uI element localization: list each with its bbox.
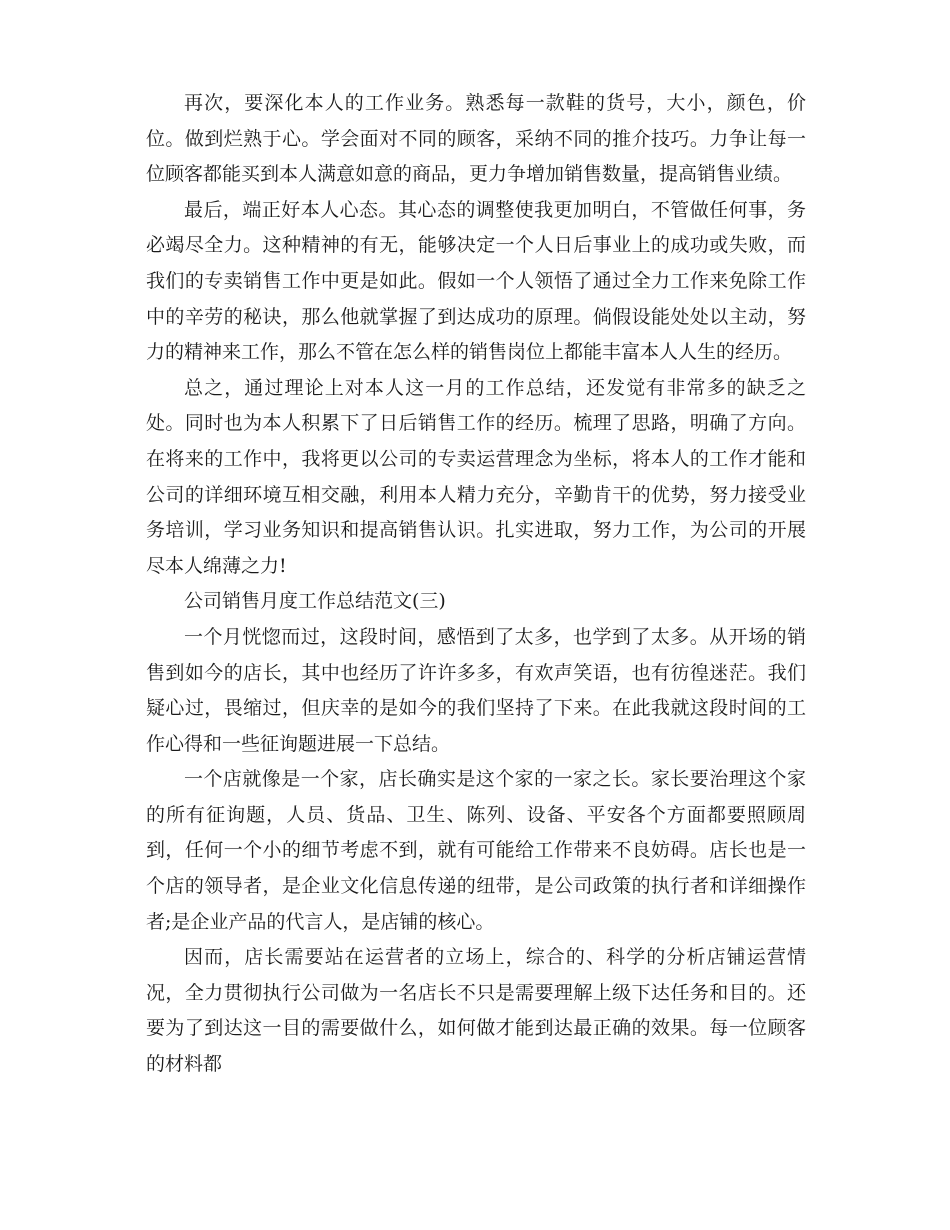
paragraph-summary: 总之，通过理论上对本人这一月的工作总结，还发觉有非常多的缺乏之处。同时也为本人积累下了日后销售工作的经历。梳理了思路，明确了方向。在将来的工作中，我将更以公司的专卖运营理念为坐标，将本人的工作才能和公司的详细环境互相交融，利用本人精力充分，辛勤肯干的优势，努力接受业务培训，学习业务知识和提高销售认识。扎实进取，努力工作，为公司的开展尽本人绵薄之力!	[146, 376, 806, 577]
paragraph-deepen-work: 再次，要深化本人的工作业务。熟悉每一款鞋的货号，大小，颜色，价位。做到烂熟于心。学会面对不同的顾客，采纳不同的推介技巧。力争让每一位顾客都能买到本人满意如意的商品，更力争增加销售数量，提高销售业绩。	[146, 92, 806, 186]
paragraph-attitude: 最后，端正好本人心态。其心态的调整使我更加明白，不管做任何事，务必竭尽全力。这种精神的有无，能够决定一个人日后事业上的成功或失败，而我们的专卖销售工作中更是如此。假如一个人领悟了通过全力工作来免除工作中的辛劳的秘诀，那么他就掌握了到达成功的原理。倘假设能处处以主动，努力的精神来工作，那么不管在怎么样的销售岗位上都能丰富本人人生的经历。	[146, 198, 806, 364]
document-body	[146, 86, 806, 1083]
paragraph-month-review: 一个月恍惚而过，这段时间，感悟到了太多，也学到了太多。从开场的销售到如今的店长，其中也经历了许许多多，有欢声笑语，也有彷徨迷茫。我们疑心过，畏缩过，但庆幸的是如今的我们坚持了下来。在此我就这段时间的工作心得和一些征询题进展一下总结。	[146, 625, 806, 755]
paragraph-store-as-home: 一个店就像是一个家，店长确实是这个家的一家之长。家长要治理这个家的所有征询题，人员、货品、卫生、陈列、设备、平安各个方面都要照顾周到，任何一个小的细节考虑不到，就有可能给工作带来不良妨碍。店长也是一个店的领导者，是企业文化信息传递的纽带，是公司政策的执行者和详细操作者;是企业产品的代言人，是店铺的核心。	[146, 768, 806, 933]
paragraph-manager-role: 因而，店长需要站在运营者的立场上，综合的、科学的分析店铺运营情况，全力贯彻执行公司做为一名店长不只是需要理解上级下达任务和目的。还要为了到达这一目的需要做什么，如何做才能到达最正确的效果。每一位顾客的材料都	[146, 946, 806, 1076]
section-heading: 公司销售月度工作总结范文(三)	[184, 590, 446, 613]
